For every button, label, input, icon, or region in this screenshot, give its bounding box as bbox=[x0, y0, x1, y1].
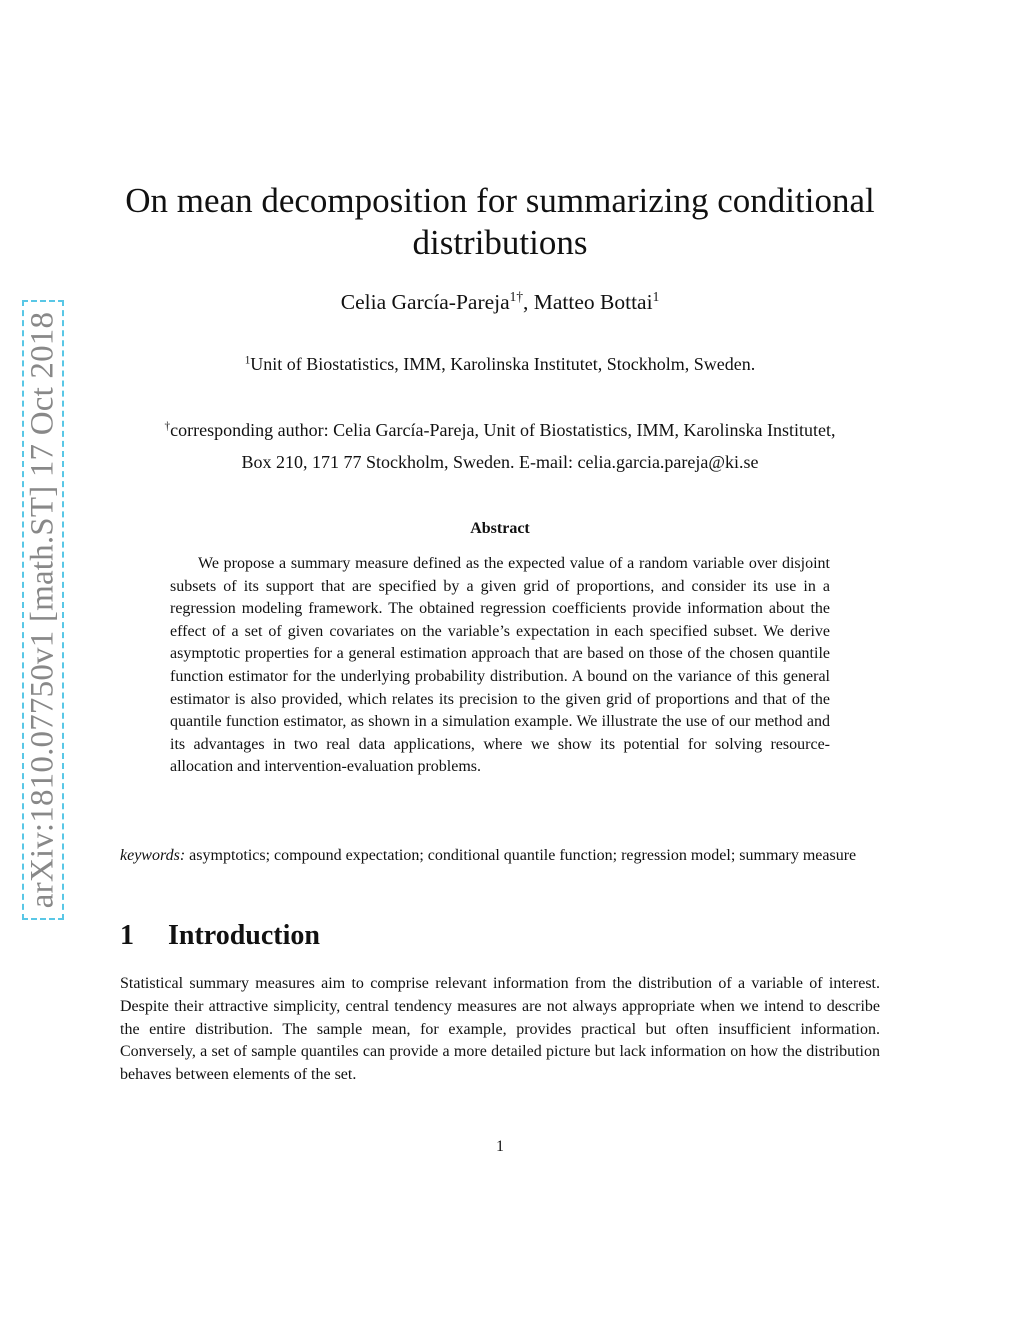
section-heading bbox=[120, 920, 320, 952]
author-separator: , bbox=[523, 290, 534, 314]
affiliation-text: Unit of Biostatistics, IMM, Karolinska Institutet, Stockholm, Sweden. bbox=[250, 354, 756, 374]
corresponding-line-2: Box 210, 171 77 Stockholm, Sweden. E-mail: celia.garcia.pareja@ki.se bbox=[241, 452, 759, 472]
author-name: Matteo Bottai bbox=[533, 290, 653, 314]
section-title: Introduction bbox=[168, 920, 320, 951]
affiliation bbox=[0, 354, 1000, 375]
author-line bbox=[0, 290, 1000, 315]
page-number: 1 bbox=[496, 1138, 504, 1155]
author-name: Celia García-Pareja bbox=[340, 290, 510, 314]
section-number: 1 bbox=[120, 920, 134, 951]
keywords-text: asymptotics; compound expectation; conditional quantile function; regression model; summary measure bbox=[189, 847, 857, 864]
affiliation-mark: 1 bbox=[244, 354, 251, 367]
abstract-text: We propose a summary measure defined as the expected value of a random variable over disjoint subsets of its support that are specified by a given grid of proportions, and consider its use in a regression modeling framework. The obtained regression coefficients provide information about the effect of a set of given covariates on the variable’s expectation in each specified subset. We derive asymptotic properties for a general estimation approach that are based on those of the chosen quantile function estimator for the underlying probability distribution. A bound on the variance of this general estimator is also provided, which relates its precision to the given grid of proportions and that of the quantile function estimator, as shown in a simulation example. We illustrate the use of our method and its advantages in two real data applications, where we show its potential for solving resource-allocation and intervention-evaluation problems. bbox=[170, 555, 830, 776]
abstract-heading: Abstract bbox=[470, 520, 530, 537]
author-affiliation-mark: 1 bbox=[652, 289, 660, 305]
author-affiliation-mark: 1† bbox=[509, 289, 523, 305]
corresponding-author bbox=[110, 414, 890, 478]
introduction-text: Statistical summary measures aim to comprise relevant information from the distribution of a variable of interest. Despite their attractive simplicity, central tendency measures are not always appropriate when we intend to describe the entire distribution. The sample mean, for example, provides practical but often insufficient information. Conversely, a set of sample quantiles can provide a more detailed picture but lack information on how the distribution behaves between elements of the set. bbox=[120, 975, 880, 1084]
paper-title: On mean decomposition for summarizing conditional distributions bbox=[125, 181, 875, 262]
corresponding-mark: † bbox=[164, 420, 171, 433]
corresponding-line-1: corresponding author: Celia García-Pareja, Unit of Biostatistics, IMM, Karolinska Institutet, bbox=[170, 420, 836, 440]
arxiv-stamp bbox=[22, 300, 64, 920]
keywords-label: keywords: bbox=[120, 847, 186, 864]
arxiv-identifier: arXiv:1810.07750v1 [math.ST] 17 Oct 2018 bbox=[24, 311, 61, 909]
keywords bbox=[120, 845, 880, 868]
